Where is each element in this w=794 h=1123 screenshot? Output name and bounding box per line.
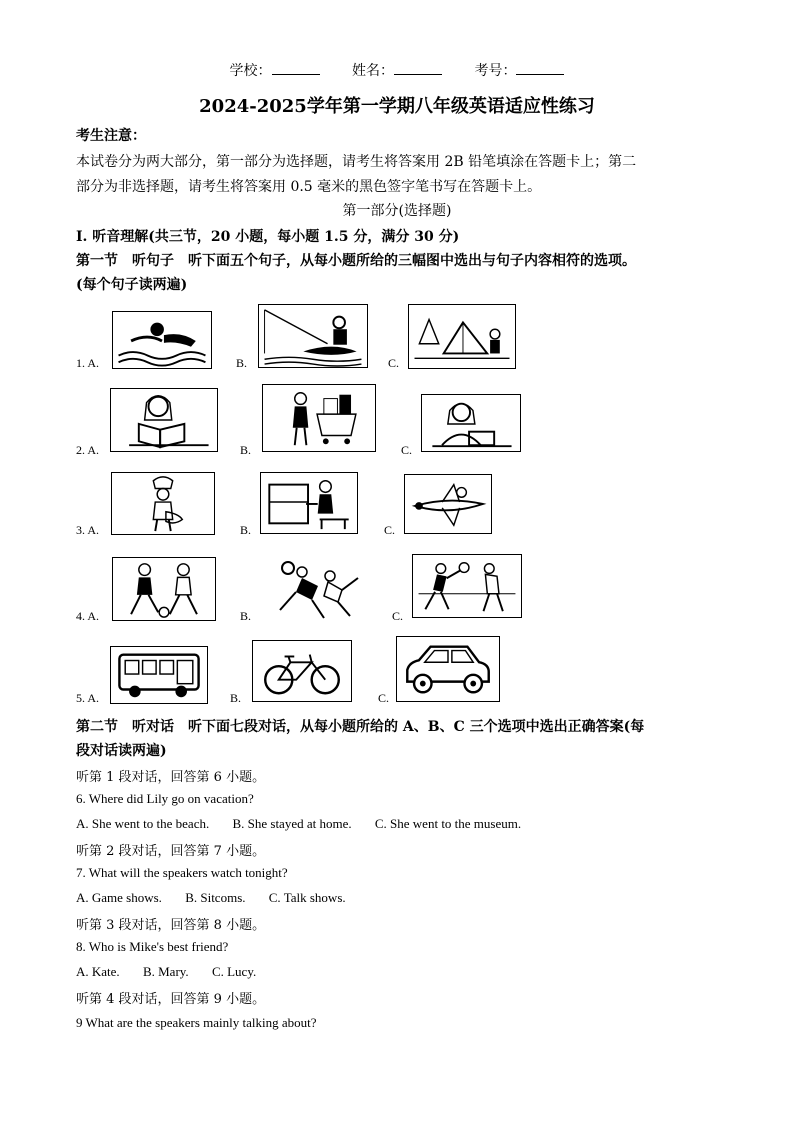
option-b-label: B.	[240, 609, 252, 623]
section-one-sub-heading: 第一节 听句子 听下面五个句子，从每小题所给的三幅图中选出与句子内容相符的选项。	[76, 253, 636, 269]
answer-options	[76, 890, 366, 906]
option-b-label: B.	[236, 356, 248, 370]
option-c-label: C.	[384, 523, 396, 537]
question-number: 2. A.	[76, 443, 100, 457]
option-b[interactable]: B. She stayed at home.	[232, 816, 352, 831]
page-title: 2024-2025学年第一学期八年级英语适应性练习	[199, 96, 595, 117]
option-a[interactable]: A. Game shows.	[76, 890, 162, 905]
car-icon[interactable]	[396, 636, 500, 702]
question-number: 3. A.	[76, 523, 100, 537]
section-two-heading: 第二节 听对话 听下面七段对话，从每小题所给的 A、B、C 三个选项中选出正确答案(每	[76, 719, 645, 735]
bus-icon[interactable]	[110, 646, 208, 704]
option-c-label: C.	[378, 691, 390, 705]
part-one-title: 第一部分(选择题)	[342, 203, 452, 219]
option-c[interactable]: C. Lucy.	[211, 964, 257, 979]
option-b-label: B.	[240, 443, 252, 457]
airplane-icon[interactable]	[404, 474, 492, 534]
question-text: 6. Where did Lily go on vacation?	[76, 791, 254, 806]
bicycle-icon[interactable]	[252, 640, 352, 702]
volleyball-icon[interactable]	[262, 556, 366, 622]
answer-options	[76, 816, 541, 832]
option-a[interactable]: A. Kate.	[76, 964, 120, 979]
section-one-sub-heading-2: (每个句子读两遍)	[76, 277, 188, 293]
piano-icon[interactable]	[260, 472, 358, 534]
question-number: 1. A.	[76, 356, 100, 370]
option-c-label: C.	[388, 356, 400, 370]
answer-options	[76, 964, 276, 980]
cooking-icon[interactable]	[111, 472, 215, 535]
option-c[interactable]: C. She went to the museum.	[374, 816, 522, 831]
option-c-label: C.	[392, 609, 404, 623]
option-b-label: B.	[230, 691, 242, 705]
fishing-icon[interactable]	[258, 304, 368, 368]
school-field[interactable]: 学校：	[230, 60, 320, 80]
reading-icon[interactable]	[110, 388, 218, 452]
laptop-icon[interactable]	[421, 394, 521, 452]
number-field[interactable]: 考号：	[474, 60, 564, 80]
dialog-intro: 听第 3 段对话，回答第 8 小题。	[76, 918, 266, 933]
dialog-intro: 听第 4 段对话，回答第 9 小题。	[76, 992, 266, 1007]
option-c-label: C.	[401, 443, 413, 457]
section-one-heading: Ⅰ. 听音理解(共三节，20 小题，每小题 1.5 分，满分 30 分)	[76, 229, 460, 245]
student-info-header	[0, 60, 794, 80]
option-b[interactable]: B. Mary.	[142, 964, 189, 979]
question-number: 5. A.	[76, 691, 100, 705]
option-a[interactable]: A. She went to the beach.	[76, 816, 210, 831]
name-field[interactable]: 姓名：	[352, 60, 442, 80]
shopping-icon[interactable]	[262, 384, 376, 452]
question-text: 7. What will the speakers watch tonight?	[76, 865, 288, 880]
option-b-label: B.	[240, 523, 252, 537]
section-two-heading-2: 段对话读两遍)	[76, 743, 167, 759]
swimming-icon[interactable]	[112, 311, 212, 369]
question-text: 8. Who is Mike's best friend?	[76, 939, 229, 954]
soccer-icon[interactable]	[112, 557, 216, 621]
dialog-intro: 听第 2 段对话，回答第 7 小题。	[76, 844, 266, 859]
dialog-intro: 听第 1 段对话，回答第 6 小题。	[76, 770, 266, 785]
camping-icon[interactable]	[408, 304, 516, 369]
tennis-icon[interactable]	[412, 554, 522, 618]
option-b[interactable]: B. Sitcoms.	[185, 890, 246, 905]
notice-line-1: 本试卷分为两大部分，第一部分为选择题，请考生将答案用 2B 铅笔填涂在答题卡上；第二	[76, 154, 637, 170]
notice-line-2: 部分为非选择题，请考生将答案用 0.5 毫米的黑色签字笔书写在答题卡上。	[76, 179, 542, 195]
option-c[interactable]: C. Talk shows.	[268, 890, 346, 905]
notice-heading: 考生注意：	[76, 128, 146, 144]
question-number: 4. A.	[76, 609, 100, 623]
question-text: 9 What are the speakers mainly talking about?	[76, 1015, 317, 1030]
